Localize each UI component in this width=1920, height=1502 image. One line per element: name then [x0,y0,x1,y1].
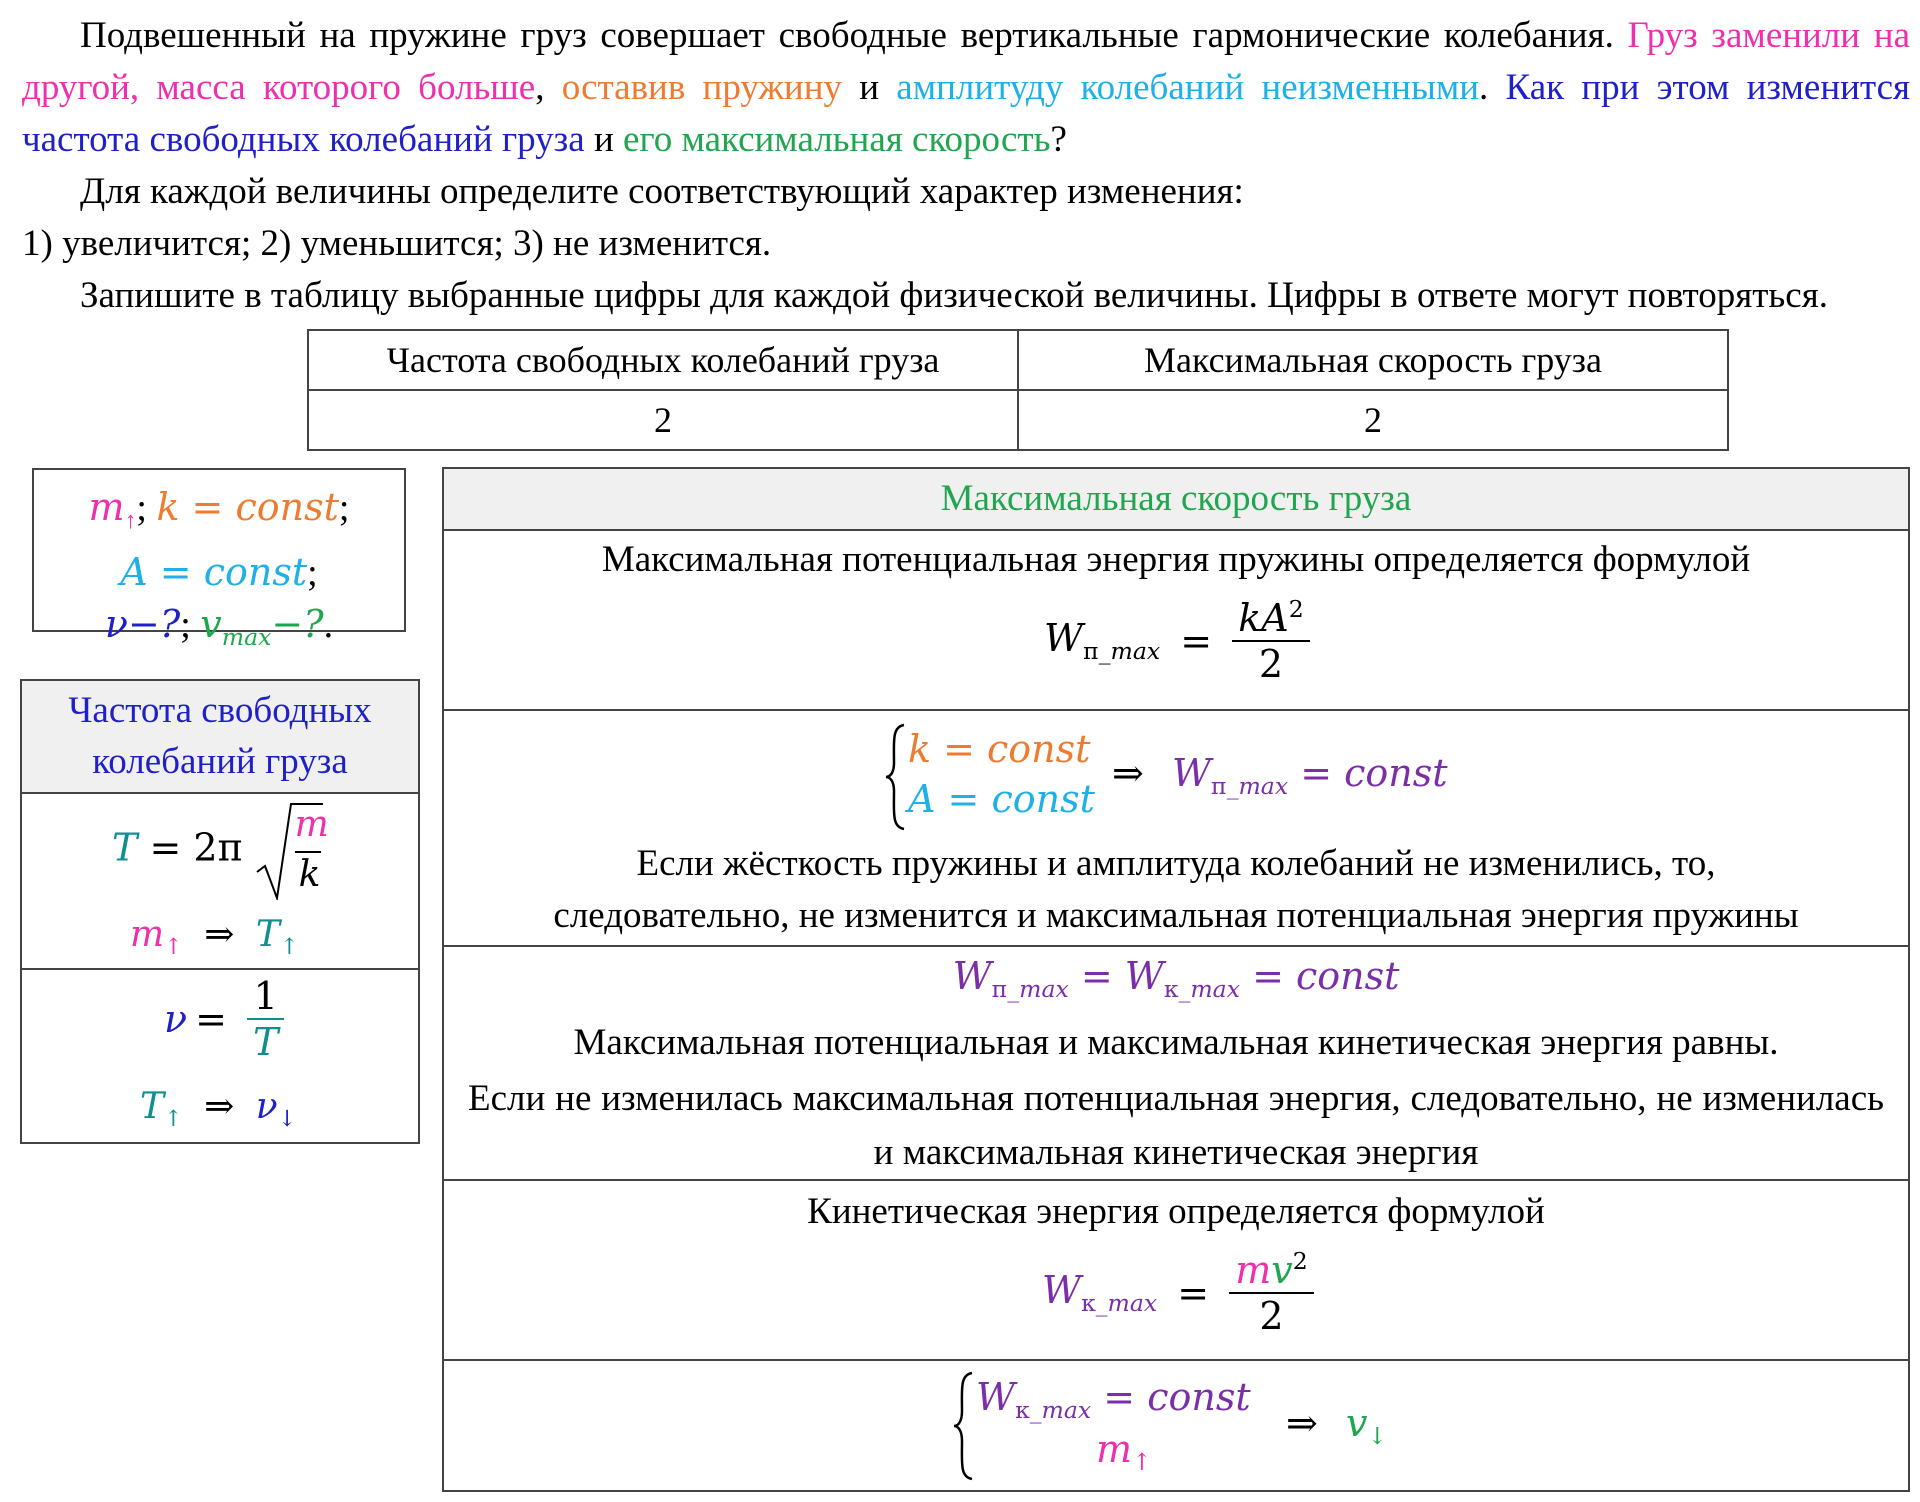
condition-a-const: A = const [908,777,1095,821]
answer-header-frequency: Частота свободных колебаний груза [308,330,1018,390]
speed-solution-title: Максимальная скорость груза [444,469,1908,531]
potential-energy-text: Максимальная потенциальная энергия пружины определяется формулой [601,539,1751,580]
potential-const-explanation-1: Если жёсткость пружины и амплитуда колебаний не изменились, то, [636,843,1716,884]
answer-value-speed: 2 [1018,390,1728,450]
problem-paragraph-2: Для каждой величины определите соответствующий характер изменения: [80,171,1244,212]
given-line-1: $m_↑$; k = const; [88,485,350,535]
speed-conclusion-section [444,1361,1908,1490]
energy-equality-section [444,947,1908,1181]
kinetic-energy-text: Кинетическая энергия определяется формулой [807,1191,1545,1232]
period-conclusion: $m_↑$ ⇒ $T_↑$ [130,914,299,960]
given-box [32,468,406,652]
potential-const-section [444,711,1908,947]
potential-energy-formula: $W_{п\_max}$ = $\frac{kA^2}{2}$ [1044,595,1310,686]
problem-paragraph-4: Запишите в таблицу выбранные цифры для каждой физической величины. Цифры в ответе могут повторяться. [80,275,1828,316]
answer-table-value-row [308,390,1728,450]
problem-question-speed: его максимальная скорость [623,119,1051,160]
problem-question-frequency: Как при этом изменится частота свободных колебаний груза [22,67,1911,160]
kinetic-const-condition: $W_{к\_max}$ = const [976,1375,1251,1425]
condition-k-const: k = const [908,727,1091,771]
problem-mass-change: Груз заменили на другой, масса которого больше [22,15,1910,108]
given-line-2: A = const; [120,550,318,595]
speed-solution-box [442,467,1910,1492]
period-formula-cell [22,794,418,970]
kinetic-energy-formula: $W_{к\_max}$ = $\frac{mv^2}{2}$ [1042,1247,1314,1338]
given-a-const: A = const [120,550,308,595]
energy-equality-formula: $W_{п\_max} = W_{к\_max}$ = const [952,954,1400,1004]
period-formula: T = 2π m k [112,802,325,900]
mass-increase-condition: $m_↑$ [1096,1427,1152,1477]
problem-statement [22,10,1910,322]
potential-const-explanation-2: следовательно, не изменится и максимальная потенциальная энергия пружины [553,895,1799,936]
problem-spring-same: оставив пружину [561,67,843,108]
potential-const-result: ⇒ $W_{п\_max}$ = const [1112,751,1448,801]
speed-result: ⇒ $v_↓$ [1286,1401,1388,1451]
brace-icon [884,723,908,831]
problem-options: 1) увеличится; 2) уменьшится; 3) не изменится. [22,223,772,264]
frequency-formula-cell [22,970,418,1142]
kinetic-energy-section [444,1181,1908,1361]
frequency-solution-box [20,679,420,1144]
brace-icon [952,1371,976,1481]
frequency-conclusion: $T_↑$ ⇒ $\nu_↓$ [140,1086,297,1132]
problem-intro: Подвешенный на пружине груз совершает свободные вертикальные гармонические колебания. [80,15,1628,56]
answer-table [307,329,1729,451]
frequency-formula: ν = $\frac{1}{T}$ [164,974,284,1064]
problem-amplitude-same: амплитуду колебаний неизменными [896,67,1480,108]
energy-equality-text-1: Максимальная потенциальная и максимальная кинетическая энергия равны. [573,1022,1779,1064]
potential-energy-section [444,531,1908,711]
frequency-solution-title: Частота свободных колебаний груза [22,681,418,794]
given-vmax-unknown: $v_{max}-$? [200,602,324,652]
given-k-const: k = const [156,485,339,529]
answer-value-frequency: 2 [308,390,1018,450]
answer-table-header-row [308,330,1728,390]
given-nu-unknown: ν−? [104,602,181,647]
energy-equality-text-2: Если не изменилась максимальная потенциальная энергия, следовательно, не изменилась и максимальная кинетическая энергия [468,1078,1884,1174]
answer-header-speed: Максимальная скорость груза [1018,330,1728,390]
problem-paragraph-1: Подвешенный на пружине груз совершает свободные вертикальные гармонические колебания. Груз заменили на другой, масса которого больше, оставив пружину и амплитуду колебаний неизменными. Как при этом изменится частота свободных колебаний груза и его максимальная скорость? [22,15,1911,160]
given-line-3: ν−?; $v_{max}-$?. [104,602,334,652]
